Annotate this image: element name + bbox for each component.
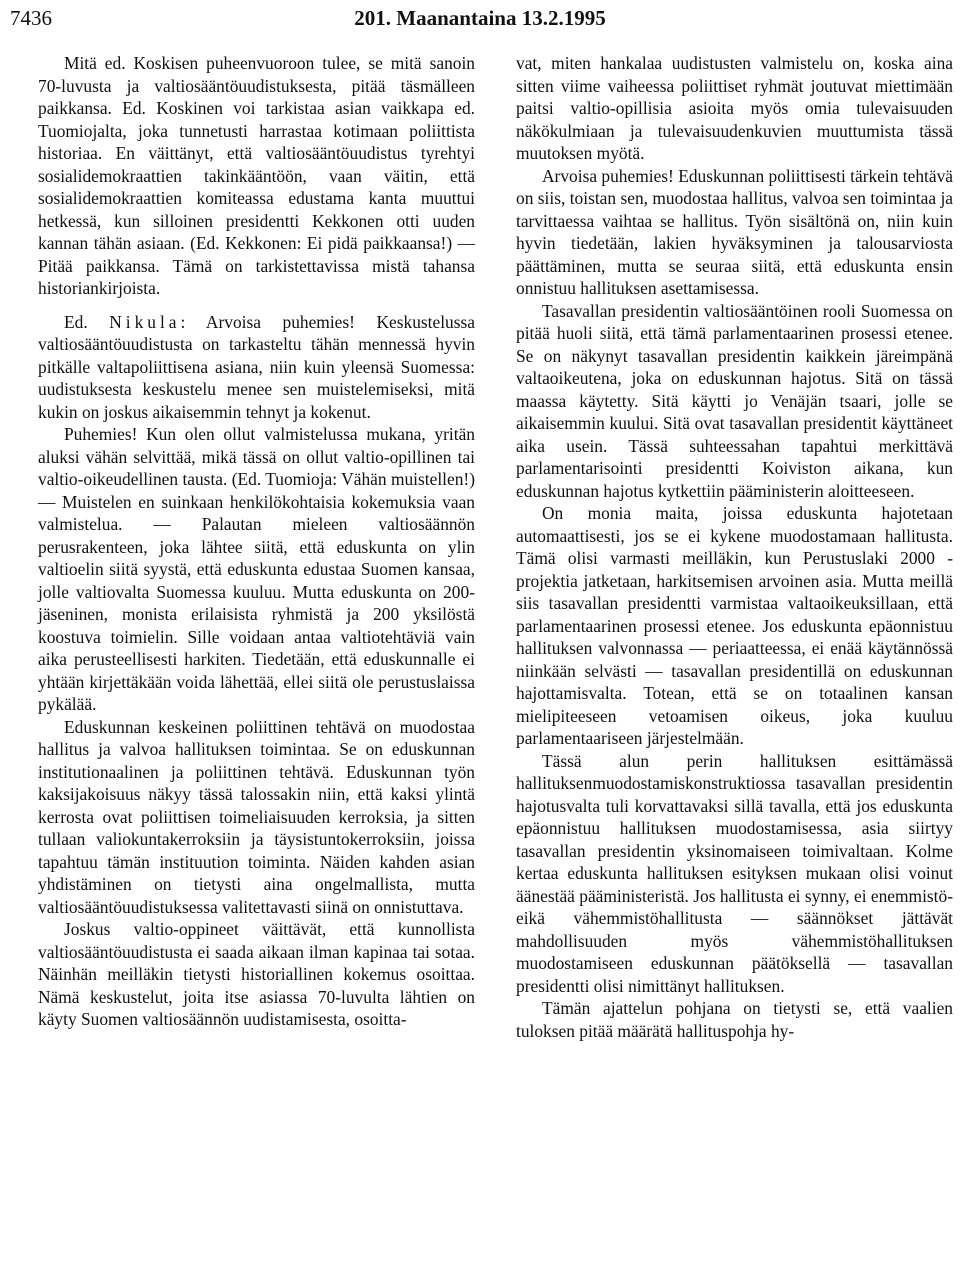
paragraph: Tämän ajattelun pohjana on tietysti se, että vaalien tuloksen pitää määrätä hallituspohja hy- bbox=[516, 998, 953, 1041]
paragraph: On monia maita, joissa eduskunta hajotetaan automaattisesti, jos se ei kykene muodostamaan hallitusta. Tämä olisi varmasti meilläkin, kun Perustuslaki 2000 -projektia jatketaan, harkitsemisen arvoinen asia. Mutta meillä siis tasavallan presidentti varmistaa valtaoikeuksillaan, että parlamentaarinen prosessi etenee. Jos eduskunta epäonnistuu hallituksen valvonnassa — periaatteessa, ei enää käytännössä niinkään selvästi — tasavallan presidentillä on eduskunnan hajottamisvalta. Totean, että se on totaalinen kansan mielipiteeseen vetoamisen oikeus, joka kuuluu parlamentaariseen järjestelmään. bbox=[516, 503, 953, 748]
page-number: 7436 bbox=[10, 6, 52, 30]
paragraph: Eduskunnan keskeinen poliittinen tehtävä on muodostaa hallitus ja valvoa hallituksen toimintaa. Se on eduskunnan institutionaalinen ja poliittinen tehtävä. Eduskunnan työn kaksijakoisuus näkyy tässä talossakin niin, että kaksi ylintä kerrosta ovat poliittisen toimeliaisuuden kerroksia, ja sitten tullaan valiokuntakerroksiin ja täysistuntokerroksiin, joissa tapahtuu tämän instituution toiminta. Näiden kahden asian yhdistäminen on tietysti aina ongelmallista, mutta valtiosääntöuudistuksessa valitettavasti siinä on onnistuttava. bbox=[38, 716, 475, 917]
paragraph: Tasavallan presidentin valtiosääntöinen rooli Suomessa on pitää huoli siitä, että tämä parlamentaarinen prosessi etenee. Se on näkynyt tasavallan presidentin kaikkein järeimpänä valtaoikeutena, joka on eduskunnan hajotus. Sitä on tässä maassa käytetty. Sitä käytti jo Venäjän tsaari, jolle se aikaisemmin kuului. Sitä ovat tasavallan presidentit käyttäneet aika usein. Tässä suhteessahan tapahtui merkittävä parlamentarisointi presidentti Koiviston aikana, kun eduskunnan hajotus kytkettiin pääministerin aloitteeseen. bbox=[516, 300, 953, 501]
paragraph: vat, miten hankalaa uudistusten valmistelu on, koska aina sitten viime vaiheessa poliittiset ryhmät joutuvat miettimään paitsi valtio-opillisia asioita myös omia tulevaisuuden näkökulmiaan ja tulevaisuudenkuvien muuttumista tässä muutoksen myötä. bbox=[516, 53, 953, 163]
paragraph: Puhemies! Kun olen ollut valmistelussa mukana, yritän aluksi vähän selvittää, mikä tässä on ollut valtio-opillinen tai valtio-oikeudellinen tausta. (Ed. Tuomioja: Vähän muistellen!) — Muistelen en suinkaan henkilökohtaisia kokemuksia vaan valmistelua. — Palautan mieleen valtiosäännön perusrakenteen, joka lähtee siitä, että eduskunta on ylin valtioelin siitä syystä, että eduskunta edustaa Suomen kansaa, jolle valtiovalta Suomessa kuuluu. Mutta eduskunta on 200-jäseninen, monista erilaisista ryhmistä ja 200 yksilöstä koostuva toimielin. Sille voidaan antaa valtiotehtäviä vain aika perusteellisesti harkiten. Tiedetään, että eduskunnalle ei yhtään kirjettäkään voida lähettää, ellei siitä ole perustuslaissa pykälää. bbox=[38, 424, 475, 714]
speaker-prefix: Ed. bbox=[64, 311, 88, 332]
paragraph: Arvoisa puhemies! Eduskunnan poliittisesti tärkein tehtävä on siis, toistan sen, muodostaa hallitus, valvoa sen toimintaa ja tarvittaessa vaihtaa se hallitus. Työn sisältönä on, niin kuin hyvin tiedetään, lakien hyväksyminen ja talousarviosta päättäminen, mutta se seuraa siitä, että eduskunta ensin onnistuu hallituksen asettamisessa. bbox=[516, 165, 954, 298]
page-title: 201. Maanantaina 13.2.1995 bbox=[354, 6, 606, 30]
left-column bbox=[38, 52, 475, 1031]
paragraph: Mitä ed. Koskisen puheenvuoroon tulee, se mitä sanoin 70-luvusta ja valtiosääntöuudistuksesta, pitää täsmälleen paikkansa. Ed. Koskinen voi tarkistaa asian vaikkapa ed. Tuomiojalta, joka tunnetusti harrastaa kotimaan poliittista historiaa. En väittänyt, että valtiosääntöuudistus tyrehtyi sosialidemokraattien takinkääntöön, vaan väitin, että sosialidemokraattien komiteassa edustama kanta muuttui hetkessä, kun silloinen presidentti Kekkonen otti uuden kannan tähän asiaan. (Ed. Kekkonen: Ei pidä paikkaansa!) — Pitää paikkansa. Tämä on tarkistettavissa mistä tahansa historiankirjoista. bbox=[38, 53, 475, 298]
speaker-name: Nikula bbox=[109, 311, 181, 332]
right-column bbox=[516, 52, 953, 1042]
paragraph bbox=[38, 311, 475, 424]
paragraph: Tässä alun perin hallituksen esittämässä hallituksenmuodostamiskonstruktiossa tasavallan presidentin hajotusvalta tuli korvattavaksi sillä tavalla, että jos eduskunta epäonnistuu hallituksen muodostamisessa, asia siirtyy tasavallan presidentin yksinomaiseen toimivaltaan. Kolme kertaa eduskunta hallituksen esityksen mukaan olisi voinut äänestää pääministeristä. Jos hallitusta ei synny, ei enemmistö- eikä vähemmistöhallitusta — säännökset jättävät mahdollisuuden myös vähemmistöhallituksen muodostamiseen eduskunnan päätöksellä — tasavallan presidentti olisi nimittänyt hallituksen. bbox=[516, 750, 953, 996]
paragraph-text: : Arvoisa puhemies! Keskustelussa valtiosääntöuudistusta on tarkasteltu tähän mennessä hyvin pitkälle valtapoliittisena asiana, niin kuin yleensä Suomessa: uudistuksesta keskustelu menee sen muistelemiseksi, mitä kukin on joskus aikaisemmin tehnyt ja kokenut. bbox=[38, 311, 475, 422]
page-header bbox=[10, 6, 950, 34]
paragraph: Joskus valtio-oppineet väittävät, että kunnollista valtiosääntöuudistusta ei saada aikaan ilman kapinaa tai sotaa. Näinhän meilläkin tietysti historiallinen kokemus osoittaa. Nämä keskustelut, joita itse asiassa 70-luvulta lähtien on käyty Suomen valtiosäännön uudistamisesta, osoitta- bbox=[38, 919, 475, 1029]
